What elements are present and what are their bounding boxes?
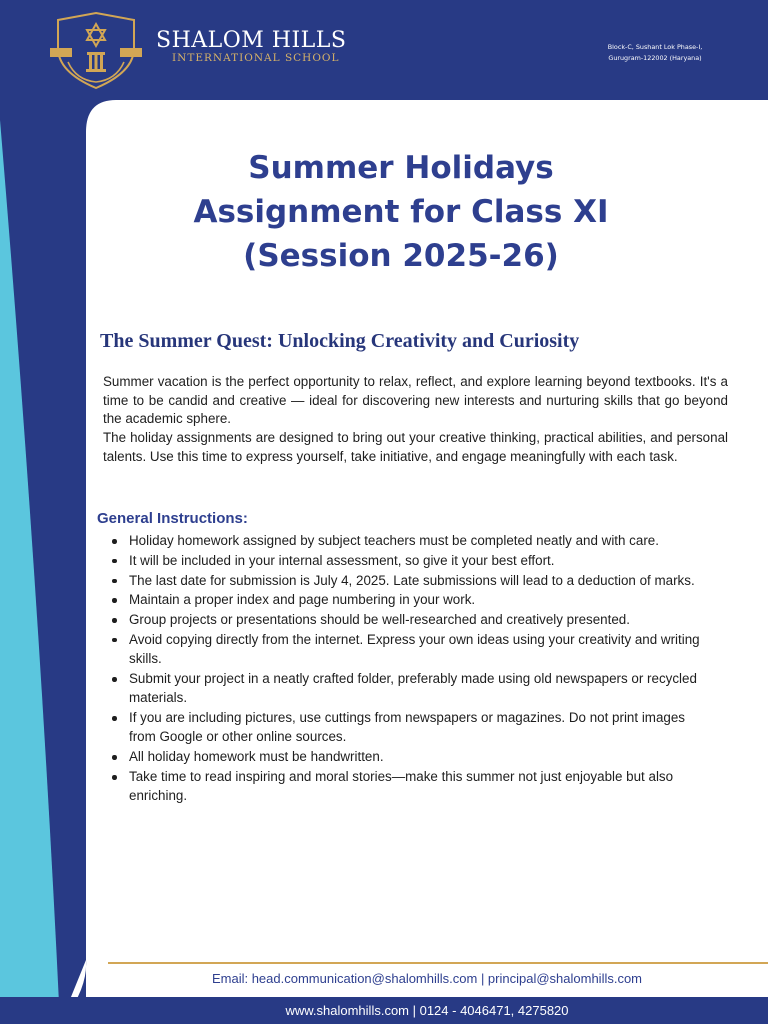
page-title: [86, 146, 716, 278]
list-item: Submit your project in a neatly crafted folder, preferably made using old newspapers or recycled materials.: [110, 669, 710, 708]
intro-paragraph-1: Summer vacation is the perfect opportunity to relax, reflect, and explore learning beyond textbooks. It's a time to be candid and creative — ideal for discovering new interests and nurturing skills that go beyond the academic sphere.: [103, 374, 728, 427]
section-subtitle: The Summer Quest: Unlocking Creativity and Curiosity: [100, 330, 580, 352]
list-item: Holiday homework assigned by subject teachers must be completed neatly and with care.: [110, 531, 710, 550]
intro-paragraph-2: The holiday assignments are designed to bring out your creative thinking, practical abilities, and personal talents. Use this time to express yourself, take initiative, and engage meaningfully with each task.: [103, 430, 728, 464]
address-line-2: Gurugram-122002 (Haryana): [608, 54, 702, 62]
card-corner-curve: [86, 100, 416, 132]
list-item: All holiday homework must be handwritten.: [110, 747, 710, 766]
title-line-3: (Session 2025-26): [243, 238, 559, 274]
school-name: SHALOM HILLS: [156, 28, 347, 53]
address-line-1: Block-C, Sushant Lok Phase-I,: [607, 43, 703, 51]
list-item: Avoid copying directly from the internet. Express your own ideas using your creativity and writing skills.: [110, 630, 710, 669]
footer-email: Email: head.communication@shalomhills.com | principal@shalomhills.com: [211, 971, 643, 986]
title-line-1: Summer Holidays: [248, 150, 554, 186]
school-address: [590, 42, 720, 64]
instructions-heading: General Instructions:: [97, 510, 248, 527]
school-subtitle: INTERNATIONAL SCHOOL: [172, 52, 340, 64]
list-item: Maintain a proper index and page numbering in your work.: [110, 590, 710, 609]
list-item: The last date for submission is July 4, 2025. Late submissions will lead to a deduction of marks.: [110, 571, 710, 590]
list-item: Group projects or presentations should be well-researched and creatively presented.: [110, 610, 710, 629]
footer-contact: www.shalomhills.com | 0124 - 4046471, 4275820: [285, 1003, 569, 1018]
instructions-list: [110, 531, 710, 806]
list-item: It will be included in your internal assessment, so give it your best effort.: [110, 551, 710, 570]
title-line-2: Assignment for Class XI: [193, 194, 609, 230]
footer-divider: [108, 962, 768, 964]
list-item: If you are including pictures, use cuttings from newspapers or magazines. Do not print images from Google or other online sources.: [110, 708, 710, 747]
list-item: Take time to read inspiring and moral stories—make this summer not just enjoyable but also enriching.: [110, 767, 710, 806]
intro-text: [103, 373, 728, 467]
star-of-david-crest-icon: [46, 10, 146, 90]
